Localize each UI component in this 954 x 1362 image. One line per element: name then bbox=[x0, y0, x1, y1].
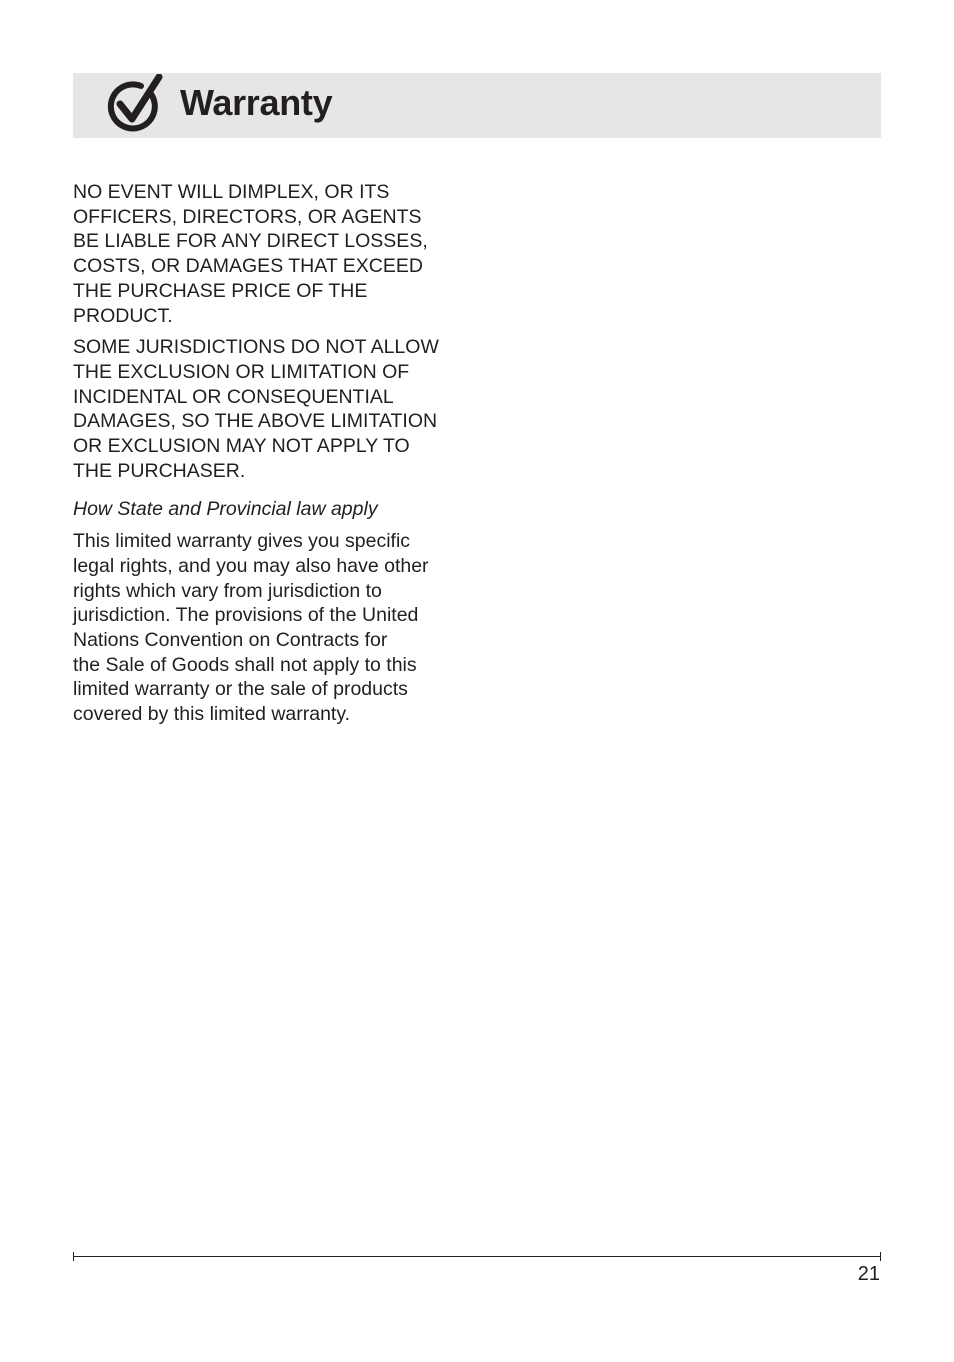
page-number: 21 bbox=[857, 1263, 880, 1285]
rights-paragraph: This limited warranty gives you specific legal rights, and you may also have other rights which vary from jurisdiction to jurisdiction. The provisions of the United Nations Convention on Contracts for the Sale of Goods shall not apply to this limited warranty or the sale of products covered by this limited warranty. bbox=[73, 530, 429, 726]
check-circle-icon bbox=[107, 74, 163, 132]
page-title: Warranty bbox=[180, 82, 333, 123]
footer-rule-right-tick bbox=[880, 1252, 881, 1261]
body-text-column bbox=[73, 180, 473, 727]
jurisdiction-paragraph: SOME JURISDICTIONS DO NOT ALLOW THE EXCLUSION OR LIMITATION OF INCIDENTAL OR CONSEQUENTIAL DAMAGES, SO THE ABOVE LIMITATION OR EXCLUSION MAY NOT APPLY TO THE PURCHASER. bbox=[73, 336, 439, 482]
law-subheading: How State and Provincial law apply bbox=[73, 498, 378, 521]
footer-rule-left-tick bbox=[73, 1252, 74, 1261]
footer-rule bbox=[73, 1256, 881, 1257]
liability-paragraph: NO EVENT WILL DIMPLEX, OR ITS OFFICERS, DIRECTORS, OR AGENTS BE LIABLE FOR ANY DIRECT LOSSES, COSTS, OR DAMAGES THAT EXCEED THE PURCHASE PRICE OF THE PRODUCT. bbox=[73, 181, 428, 327]
